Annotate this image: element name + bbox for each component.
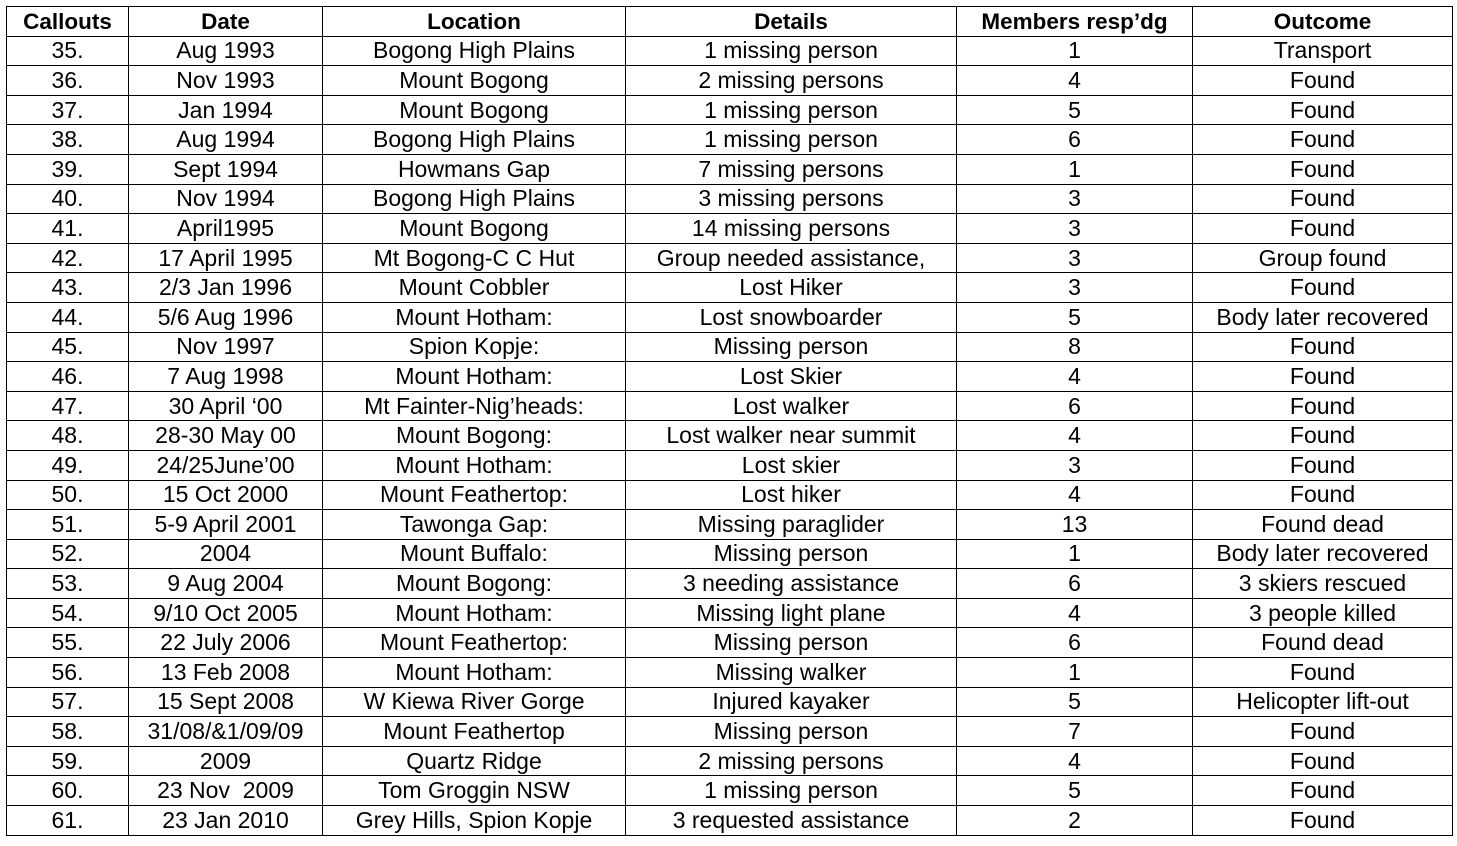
cell-members-responding: 13 [957,510,1193,540]
cell-callout-number: 37. [7,95,129,125]
cell-members-responding: 5 [957,302,1193,332]
cell-date: 5-9 April 2001 [129,510,323,540]
cell-callout-number: 49. [7,450,129,480]
table-row [7,125,1453,155]
cell-date: 30 April ‘00 [129,391,323,421]
cell-date: Aug 1993 [129,36,323,66]
cell-details: 1 missing person [626,95,957,125]
cell-callout-number: 39. [7,154,129,184]
cell-outcome: Found [1193,66,1453,96]
cell-outcome: Found [1193,184,1453,214]
cell-details: 3 needing assistance [626,569,957,599]
table-row [7,450,1453,480]
table-row [7,628,1453,658]
cell-outcome: Found [1193,776,1453,806]
cell-details: Injured kayaker [626,687,957,717]
cell-members-responding: 3 [957,184,1193,214]
cell-location: Bogong High Plains [323,125,626,155]
cell-outcome: Body later recovered [1193,302,1453,332]
cell-date: 15 Oct 2000 [129,480,323,510]
cell-members-responding: 4 [957,362,1193,392]
cell-location: Grey Hills, Spion Kopje [323,806,626,836]
cell-location: W Kiewa River Gorge [323,687,626,717]
cell-date: 31/08/&1/09/09 [129,717,323,747]
cell-date: 2004 [129,539,323,569]
cell-callout-number: 54. [7,598,129,628]
cell-outcome: Found [1193,806,1453,836]
cell-location: Tom Groggin NSW [323,776,626,806]
cell-outcome: Found [1193,273,1453,303]
cell-date: 17 April 1995 [129,243,323,273]
cell-outcome: Found dead [1193,628,1453,658]
cell-date: 5/6 Aug 1996 [129,302,323,332]
cell-outcome: Group found [1193,243,1453,273]
cell-details: Lost Hiker [626,273,957,303]
cell-callout-number: 41. [7,214,129,244]
cell-location: Howmans Gap [323,154,626,184]
cell-callout-number: 55. [7,628,129,658]
cell-callout-number: 59. [7,746,129,776]
table-row [7,480,1453,510]
cell-outcome: Helicopter lift-out [1193,687,1453,717]
cell-location: Bogong High Plains [323,36,626,66]
cell-members-responding: 5 [957,776,1193,806]
cell-date: 28-30 May 00 [129,421,323,451]
cell-members-responding: 7 [957,717,1193,747]
cell-members-responding: 2 [957,806,1193,836]
cell-outcome: Found [1193,717,1453,747]
cell-outcome: Found [1193,480,1453,510]
cell-callout-number: 51. [7,510,129,540]
cell-date: Nov 1994 [129,184,323,214]
cell-members-responding: 1 [957,36,1193,66]
cell-location: Mount Bogong: [323,421,626,451]
column-header-outcome: Outcome [1193,7,1453,37]
table-row [7,154,1453,184]
cell-callout-number: 48. [7,421,129,451]
table-row [7,510,1453,540]
cell-details: 2 missing persons [626,746,957,776]
cell-members-responding: 5 [957,95,1193,125]
table-row [7,717,1453,747]
cell-callout-number: 61. [7,806,129,836]
cell-outcome: Found [1193,125,1453,155]
cell-date: Jan 1994 [129,95,323,125]
cell-location: Mt Fainter-Nig’heads: [323,391,626,421]
column-header-date: Date [129,7,323,37]
table-row [7,421,1453,451]
table-body [7,36,1453,835]
cell-location: Mount Hotham: [323,302,626,332]
table-row [7,332,1453,362]
cell-outcome: Found [1193,658,1453,688]
cell-date: Nov 1993 [129,66,323,96]
cell-date: 9/10 Oct 2005 [129,598,323,628]
column-header-callout-number: Callouts [7,7,129,37]
cell-location: Tawonga Gap: [323,510,626,540]
cell-callout-number: 35. [7,36,129,66]
table-row [7,36,1453,66]
cell-details: Lost walker near summit [626,421,957,451]
cell-date: 9 Aug 2004 [129,569,323,599]
cell-date: 23 Nov 2009 [129,776,323,806]
cell-details: 1 missing person [626,776,957,806]
cell-callout-number: 58. [7,717,129,747]
cell-location: Spion Kopje: [323,332,626,362]
cell-date: Sept 1994 [129,154,323,184]
table-row [7,569,1453,599]
cell-location: Mount Bogong: [323,569,626,599]
cell-callout-number: 60. [7,776,129,806]
cell-location: Bogong High Plains [323,184,626,214]
cell-outcome: 3 people killed [1193,598,1453,628]
cell-callout-number: 45. [7,332,129,362]
table-row [7,391,1453,421]
cell-callout-number: 50. [7,480,129,510]
cell-outcome: Found [1193,362,1453,392]
cell-callout-number: 44. [7,302,129,332]
cell-members-responding: 4 [957,480,1193,510]
cell-details: 1 missing person [626,36,957,66]
cell-outcome: Found [1193,421,1453,451]
table-row [7,362,1453,392]
table-row [7,776,1453,806]
cell-location: Mount Feathertop: [323,480,626,510]
cell-date: 13 Feb 2008 [129,658,323,688]
cell-location: Mount Hotham: [323,598,626,628]
cell-callout-number: 36. [7,66,129,96]
cell-details: 14 missing persons [626,214,957,244]
cell-location: Quartz Ridge [323,746,626,776]
table-row [7,658,1453,688]
cell-members-responding: 4 [957,66,1193,96]
cell-location: Mount Feathertop: [323,628,626,658]
column-header-members-responding: Members resp’dg [957,7,1193,37]
table-row [7,687,1453,717]
callouts-table [6,6,1453,836]
cell-location: Mount Bogong [323,214,626,244]
cell-outcome: Found [1193,154,1453,184]
cell-location: Mount Bogong [323,95,626,125]
cell-date: 7 Aug 1998 [129,362,323,392]
cell-details: Missing light plane [626,598,957,628]
cell-details: 1 missing person [626,125,957,155]
table-row [7,66,1453,96]
cell-location: Mount Hotham: [323,362,626,392]
cell-details: Lost Skier [626,362,957,392]
cell-details: Missing person [626,332,957,362]
cell-callout-number: 56. [7,658,129,688]
cell-location: Mount Cobbler [323,273,626,303]
cell-details: 2 missing persons [626,66,957,96]
cell-outcome: Found [1193,332,1453,362]
cell-date: 15 Sept 2008 [129,687,323,717]
cell-members-responding: 1 [957,658,1193,688]
column-header-details: Details [626,7,957,37]
cell-location: Mount Feathertop [323,717,626,747]
cell-members-responding: 3 [957,243,1193,273]
cell-outcome: Transport [1193,36,1453,66]
table-row [7,243,1453,273]
cell-callout-number: 46. [7,362,129,392]
cell-location: Mount Hotham: [323,658,626,688]
table-row [7,746,1453,776]
cell-callout-number: 42. [7,243,129,273]
cell-members-responding: 4 [957,598,1193,628]
table-row [7,598,1453,628]
table-row [7,302,1453,332]
table-row [7,214,1453,244]
cell-location: Mount Hotham: [323,450,626,480]
cell-details: Missing paraglider [626,510,957,540]
cell-members-responding: 4 [957,421,1193,451]
cell-callout-number: 52. [7,539,129,569]
cell-details: Missing person [626,628,957,658]
cell-callout-number: 53. [7,569,129,599]
cell-members-responding: 6 [957,391,1193,421]
cell-outcome: Found [1193,746,1453,776]
cell-location: Mt Bogong-C C Hut [323,243,626,273]
cell-date: Aug 1994 [129,125,323,155]
cell-callout-number: 47. [7,391,129,421]
cell-date: 22 July 2006 [129,628,323,658]
cell-date: 2/3 Jan 1996 [129,273,323,303]
cell-details: 3 missing persons [626,184,957,214]
cell-outcome: Found [1193,214,1453,244]
table-row [7,806,1453,836]
cell-date: April1995 [129,214,323,244]
cell-members-responding: 3 [957,273,1193,303]
cell-callout-number: 38. [7,125,129,155]
cell-outcome: Found [1193,391,1453,421]
table-row [7,273,1453,303]
cell-members-responding: 3 [957,450,1193,480]
cell-members-responding: 4 [957,746,1193,776]
cell-details: Missing person [626,539,957,569]
cell-members-responding: 6 [957,569,1193,599]
callouts-table-container [6,6,1453,836]
cell-members-responding: 6 [957,628,1193,658]
cell-members-responding: 8 [957,332,1193,362]
table-header [7,7,1453,37]
cell-callout-number: 57. [7,687,129,717]
cell-details: 3 requested assistance [626,806,957,836]
cell-date: Nov 1997 [129,332,323,362]
cell-details: Lost walker [626,391,957,421]
cell-date: 24/25June’00 [129,450,323,480]
cell-outcome: Found [1193,95,1453,125]
cell-location: Mount Bogong [323,66,626,96]
cell-outcome: Found dead [1193,510,1453,540]
header-row [7,7,1453,37]
cell-location: Mount Buffalo: [323,539,626,569]
cell-members-responding: 3 [957,214,1193,244]
cell-outcome: 3 skiers rescued [1193,569,1453,599]
cell-date: 23 Jan 2010 [129,806,323,836]
cell-members-responding: 1 [957,539,1193,569]
table-row [7,184,1453,214]
cell-details: Lost skier [626,450,957,480]
cell-details: Lost hiker [626,480,957,510]
cell-details: Missing person [626,717,957,747]
cell-details: 7 missing persons [626,154,957,184]
table-row [7,95,1453,125]
cell-members-responding: 1 [957,154,1193,184]
cell-callout-number: 40. [7,184,129,214]
cell-members-responding: 5 [957,687,1193,717]
cell-outcome: Body later recovered [1193,539,1453,569]
table-row [7,539,1453,569]
cell-callout-number: 43. [7,273,129,303]
column-header-location: Location [323,7,626,37]
cell-outcome: Found [1193,450,1453,480]
cell-details: Lost snowboarder [626,302,957,332]
cell-details: Missing walker [626,658,957,688]
cell-date: 2009 [129,746,323,776]
cell-details: Group needed assistance, [626,243,957,273]
cell-members-responding: 6 [957,125,1193,155]
